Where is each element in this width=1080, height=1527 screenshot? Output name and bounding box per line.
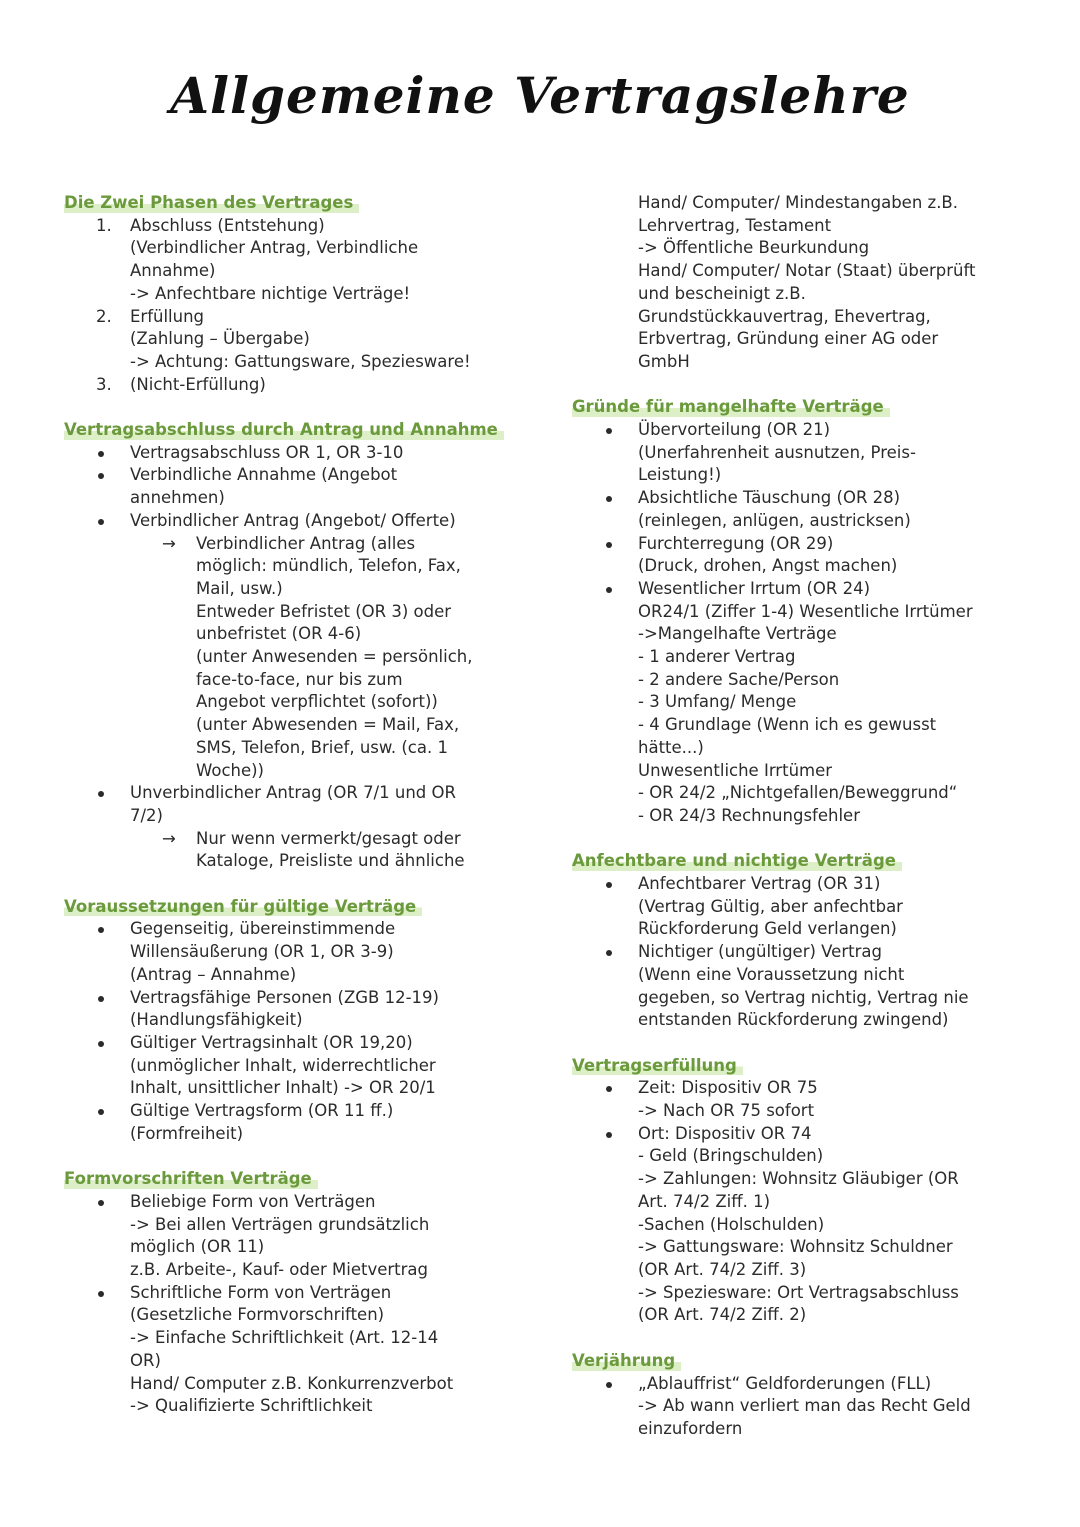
text-line: Ort: Dispositiv OR 74 [638,1123,812,1143]
text-line: (Formfreiheit) [130,1123,244,1143]
text-line: (Zahlung – Übergabe) [130,329,310,349]
section-vertragserfuellung [572,1055,1032,1327]
bullet-icon [606,496,612,502]
text-line: Gültiger Vertragsinhalt (OR 19,20) [130,1032,413,1052]
text-line: SMS, Telefon, Brief, usw. (ca. 1 [196,737,448,757]
list-item [572,873,1032,941]
text-line: Verbindlicher Antrag (alles [196,533,416,553]
text-line: (OR Art. 74/2 Ziff. 3) [638,1260,807,1279]
text-line: Lehrvertrag, Testament [638,215,832,235]
item-number: 3. [96,374,112,394]
text-line: „Ablauffrist“ Geldforderungen (FLL) [638,1373,932,1393]
sub-list-item [64,533,534,783]
section-heading: Vertragserfüllung [572,1055,743,1078]
text-line: Gegenseitig, übereinstimmende [130,919,396,939]
text-line: -> Anfechtbare nichtige Verträge! [130,283,411,303]
text-line: - OR 24/2 „Nichtgefallen/Beweggrund“ [638,783,958,803]
section-heading: Formvorschriften Verträge [64,1168,318,1191]
section-mangelhafte [572,396,1032,827]
text-line: - 1 anderer Vertrag [638,647,796,667]
list-item [64,1032,534,1100]
text-line: Vertragsabschluss OR 1, OR 3-10 [130,442,404,462]
text-line: Gültige Vertragsform (OR 11 ff.) [130,1101,394,1121]
text-line: Woche)) [196,760,264,780]
text-line: (Antrag – Annahme) [130,964,297,984]
bullet-icon [606,1382,612,1388]
text-line: z.B. Arbeite-, Kauf- oder Mietvertrag [130,1260,428,1279]
bullet-icon [98,927,104,933]
text-line: - Geld (Bringschulden) [638,1146,824,1166]
list-item [572,578,1032,828]
text-line: -> Zahlungen: Wohnsitz Gläubiger (OR [638,1169,959,1189]
text-line: - 4 Grundlage (Wenn ich es gewusst [638,715,937,735]
text-line: -> Gattungsware: Wohnsitz Schuldner [638,1237,953,1257]
list-item [572,533,1032,578]
text-line: möglich (OR 11) [130,1237,265,1257]
text-line: (Wenn eine Voraussetzung nicht [638,964,905,984]
bullet-icon [606,1132,612,1138]
text-line: - 3 Umfang/ Menge [638,692,797,712]
text-line: - 2 andere Sache/Person [638,669,840,689]
text-line: Angebot verpflichtet (sofort)) [196,692,438,712]
section-heading: Gründe für mangelhafte Verträge [572,396,890,419]
bullet-icon [606,950,612,956]
text-line: Nur wenn vermerkt/gesagt oder [196,828,461,848]
text-line: Absichtliche Täuschung (OR 28) [638,488,901,508]
text-line: Anfechtbarer Vertrag (OR 31) [638,874,881,894]
text-line: Zeit: Dispositiv OR 75 [638,1078,818,1098]
section-formvorschriften-continued [572,192,1032,374]
text-line: möglich: mündlich, Telefon, Fax, [196,556,461,576]
arrow-right-icon: → [162,828,176,848]
section-voraussetzungen [64,896,534,1146]
text-line: Erbvertrag, Gründung einer AG oder [638,329,939,349]
bullet-icon [98,1200,104,1206]
bullet-icon [98,1109,104,1115]
text-line: Schriftliche Form von Verträgen [130,1282,392,1302]
text-line: Hand/ Computer z.B. Konkurrenzverbot [130,1373,454,1393]
text-line: und bescheinigt z.B. [638,283,806,303]
text-line: face-to-face, nur bis zum [196,669,403,689]
list-item [64,442,534,465]
bullet-icon [606,428,612,434]
item-number: 2. [96,306,112,326]
text-line: Furchterregung (OR 29) [638,533,834,553]
list-item [64,918,534,986]
text-line: unbefristet (OR 4-6) [196,624,362,644]
text-line: Hand/ Computer/ Notar (Staat) überprüft [638,261,976,281]
text-line: -> Speziesware: Ort Vertragsabschluss [638,1282,959,1302]
text-line: (Druck, drohen, Angst machen) [638,556,898,576]
text-line: Nichtiger (ungültiger) Vertrag [638,942,882,962]
text-line: entstanden Rückforderung zwingend) [638,1010,949,1030]
text-line: hätte...) [638,737,704,757]
bullet-icon [606,587,612,593]
text-line: -> Qualifizierte Schriftlichkeit [130,1396,373,1416]
text-line: Verbindlicher Antrag (Angebot/ Offerte) [130,510,456,530]
list-item [64,1282,534,1418]
text-line: (Verbindlicher Antrag, Verbindliche [130,238,419,258]
bullet-icon [606,882,612,888]
text-line: (Vertrag Gültig, aber anfechtbar [638,896,903,916]
text-line: -Sachen (Holschulden) [638,1214,825,1234]
text-line: OR24/1 (Ziffer 1-4) Wesentliche Irrtümer [638,601,973,621]
text-line: Art. 74/2 Ziff. 1) [638,1191,771,1211]
sub-list-item [64,828,534,873]
text-line: (unter Anwesenden = persönlich, [196,647,473,667]
text-line: Unwesentliche Irrtümer [638,760,833,780]
list-item [64,510,534,533]
right-column [572,192,1032,1441]
section-formvorschriften [64,1168,534,1418]
text-line: annehmen) [130,488,225,508]
text-line: einzufordern [638,1418,743,1438]
list-item [572,1077,1032,1122]
text-line: -> Einfache Schriftlichkeit (Art. 12-14 [130,1328,439,1348]
text-line: gegeben, so Vertrag nichtig, Vertrag nie [638,987,969,1007]
text-line: OR) [130,1350,161,1370]
list-item [572,419,1032,487]
section-verjaehrung [572,1350,1032,1441]
list-item [572,1123,1032,1327]
section-phasen [64,192,534,396]
text-line: Unverbindlicher Antrag (OR 7/1 und OR [130,783,456,803]
bullet-icon [606,542,612,548]
text-line: Übervorteilung (OR 21) [638,420,831,440]
list-item [64,1191,534,1282]
text-line: GmbH [638,351,690,371]
bullet-icon [98,996,104,1002]
text-line: Beliebige Form von Verträgen [130,1191,376,1211]
section-antrag-annahme [64,419,534,873]
section-anfechtbar [572,850,1032,1032]
text-line: Inhalt, unsittlicher Inhalt) -> OR 20/1 [130,1078,436,1098]
left-column [64,192,534,1418]
list-item [64,464,534,509]
text-line: - OR 24/3 Rechnungsfehler [638,805,860,825]
text-line: Kataloge, Preisliste und ähnliche [196,851,465,871]
text-line: -> Ab wann verliert man das Recht Geld [638,1396,971,1416]
bullet-icon [98,791,104,797]
text-line: -> Achtung: Gattungsware, Speziesware! [130,351,471,371]
text-line: Hand/ Computer/ Mindestangaben z.B. [638,193,959,212]
bullet-icon [606,1086,612,1092]
list-item [64,987,534,1032]
bullet-icon [98,1291,104,1297]
bullet-icon [98,519,104,525]
numbered-item [64,215,534,306]
text-line: (unmöglicher Inhalt, widerrechtlicher [130,1055,436,1075]
text-line: Entweder Befristet (OR 3) oder [196,601,452,621]
text-line: Annahme) [130,261,216,281]
text-line: Vertragsfähige Personen (ZGB 12-19) [130,987,439,1007]
arrow-right-icon: → [162,533,176,553]
bullet-icon [98,1041,104,1047]
section-heading: Anfechtbare und nichtige Verträge [572,850,902,873]
section-heading: Vertragsabschluss durch Antrag und Annahme [64,419,504,442]
section-heading: Verjährung [572,1350,681,1373]
text-line: (reinlegen, anlügen, austricksen) [638,510,911,530]
list-item [572,1373,1032,1441]
text-line: -> Nach OR 75 sofort [638,1101,815,1121]
list-item [64,1100,534,1145]
list-item [572,487,1032,532]
text-line: 7/2) [130,805,163,825]
text-line: Abschluss (Entstehung) [130,215,325,235]
numbered-item [64,374,534,397]
text-line: Leistung!) [638,465,722,485]
text-line: Rückforderung Geld verlangen) [638,919,897,939]
text-line: ->Mangelhafte Verträge [638,624,837,644]
text-line: Mail, usw.) [196,578,283,598]
text-line: (Unerfahrenheit ausnutzen, Preis- [638,442,916,462]
text-line: Wesentlicher Irrtum (OR 24) [638,578,871,598]
text-line: (Nicht-Erfüllung) [130,374,266,394]
list-item [64,782,534,827]
text-line: Erfüllung [130,306,205,326]
text-line: (Gesetzliche Formvorschriften) [130,1305,385,1325]
text-line: -> Öffentliche Beurkundung [638,238,870,258]
text-line: Verbindliche Annahme (Angebot [130,465,398,485]
text-line: -> Bei allen Verträgen grundsätzlich [130,1214,430,1234]
bullet-icon [98,451,104,457]
list-item [572,941,1032,1032]
text-line: Grundstückkauvertrag, Ehevertrag, [638,306,931,326]
text-line: (OR Art. 74/2 Ziff. 2) [638,1305,807,1325]
text-line: (Handlungsfähigkeit) [130,1010,303,1030]
text-line: Willensäußerung (OR 1, OR 3-9) [130,942,394,962]
section-heading: Voraussetzungen für gültige Verträge [64,896,422,919]
bullet-icon [98,473,104,479]
page-title: Allgemeine Vertragslehre [170,66,910,125]
item-number: 1. [96,215,112,235]
numbered-item [64,306,534,374]
section-heading: Die Zwei Phasen des Vertrages [64,192,359,215]
text-line: (unter Abwesenden = Mail, Fax, [196,715,460,735]
